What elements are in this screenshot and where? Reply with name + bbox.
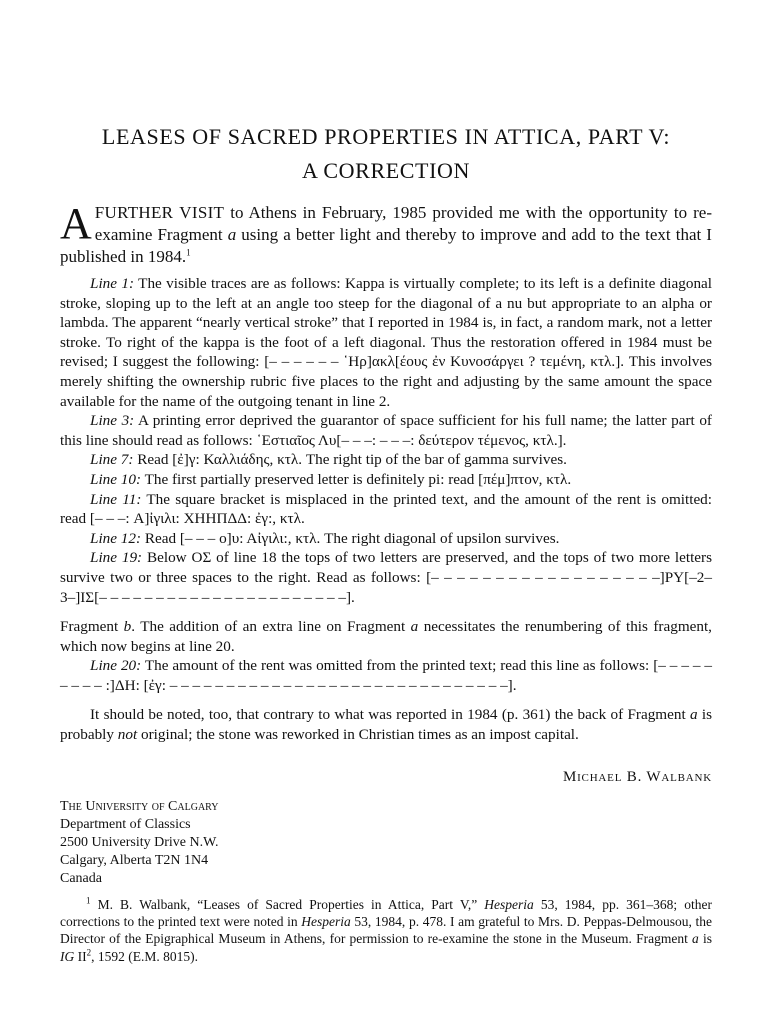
country: Canada — [60, 870, 102, 886]
text-span: original; the stone was reworked in Christian times as an impost capital. — [137, 726, 579, 744]
footnote-ref: 1 — [186, 247, 191, 258]
author-name: Michael B. Walbank — [562, 768, 712, 785]
text-span: Fragment — [60, 618, 124, 636]
intro-paragraph — [60, 199, 713, 268]
intro-text-b: using a better light and thereby to improve and add to the text that I published in 1984. — [60, 225, 712, 266]
city: Calgary, Alberta T2N 1N4 — [60, 852, 209, 868]
title-line-1: LEASES OF SACRED PROPERTIES IN ATTICA, PART V: — [101, 124, 671, 149]
note-label: Line 19: — [90, 549, 143, 567]
note-text: The visible traces are as follows: Kappa is virtually complete; to its left is a definite diagonal stroke, sloping up to the left at an angle too steep for the diagonal of a nu but appropriate to an alpha or lambda. The apparent “nearly vertical stroke” that I reported in 1984 is, in fact, a random mark, not a letter stroke. To right of the kappa is the foot of a left diagonal. Thus the restoration offered in 1984 must be revised; I suggest the following: [– – – – – – ῾Ηρ]ακλ[έους ἐν Κυνοσάργει ? τεμένη, κτλ.]. This involves merely shifting the ownership rubric five places to the right and adjusting by the same amount the space available for the name of the outgoing tenant in line 2. — [60, 275, 712, 410]
text-span: 53, 1984, p. 478. I am grateful to Mrs. D. Peppas-Delmousou, the Director of the Epigraphical Museum in Athens, for permission to re-examine the stone in the Museum. Fragment — [60, 914, 713, 947]
note-label: Line 12: — [90, 529, 142, 547]
text-span: 53, 1984, pp. 361–368; other corrections to the printed text were noted in — [60, 896, 712, 930]
text-span: M. B. Walbank, “Leases of Sacred Properties in Attica, Part V,” — [90, 896, 485, 912]
closing-paragraph — [60, 705, 712, 744]
text-span: necessitates the renumbering of this fragment, which now begins at line 20. — [60, 618, 712, 655]
article — [60, 120, 712, 965]
intro-caps: FURTHER VISIT — [94, 203, 225, 222]
text-span: It should be noted, too, that contrary to what was reported in 1984 (p. 361) the back of Fragment — [90, 706, 690, 724]
note-line-1 — [60, 274, 712, 411]
superscript: 2 — [86, 947, 92, 958]
note-line-12 — [60, 529, 712, 549]
footnote — [60, 896, 712, 966]
note-text: Below ΟΣ of line 18 the tops of two letters are preserved, and the tops of two more letters survive two or three spaces to the right. Read as follows: [– – – – – – – – – – – – – – – – – –]ΡΥ[–2–3–]ΙΣ[– – – – – – – – – – – – – – – – – – – – – –]. — [60, 549, 712, 606]
note-line-3 — [60, 411, 712, 450]
line-notes — [60, 274, 712, 745]
article-title — [60, 120, 712, 188]
text-span: , 1592 (E.M. 8015). — [91, 948, 198, 964]
fragment-b-paragraph — [60, 617, 712, 656]
drop-cap: A — [60, 199, 92, 248]
street: 2500 University Drive N.W. — [60, 834, 219, 850]
ig-abbrev: IG — [60, 948, 75, 964]
fragment-a-ref: a — [692, 931, 699, 947]
note-label: Line 1: — [90, 275, 135, 292]
note-text: Read [ἐ]γ: Καλλιάδης, κτλ. The right tip of the bar of gamma survives. — [133, 451, 567, 469]
note-line-7 — [60, 450, 712, 470]
text-span: II — [74, 948, 87, 964]
fragment-a-ref: a — [410, 618, 419, 636]
footnote-number: 1 — [86, 895, 91, 906]
note-label: Line 11: — [90, 490, 142, 508]
journal-title: Hesperia — [484, 896, 534, 912]
fragment-a-ref: a — [689, 706, 698, 724]
text-span: is probably — [60, 706, 712, 744]
note-label: Line 7: — [90, 451, 134, 469]
note-text: The first partially preserved letter is definitely pi: read [πέμ]πτον, κτλ. — [141, 470, 572, 488]
note-label: Line 3: — [90, 412, 135, 430]
text-span: is — [698, 931, 712, 947]
note-text: Read [– – – ο]υ: Αἰγιλι:, κτλ. The right diagonal of upsilon survives. — [141, 529, 560, 547]
emphasis-not: not — [117, 726, 138, 744]
department: Department of Classics — [60, 816, 191, 832]
note-text: The square bracket is misplaced in the printed text, and the amount of the rent is omitted: read [– – –: Α]ἰγιλι: ΧΗΗΠΔΔ: ἐγ:, κτλ. — [60, 490, 712, 528]
intro-text-a: to Athens in February, 1985 provided me with the opportunity to re-examine Fragment — [94, 203, 713, 244]
journal-title: Hesperia — [301, 914, 351, 930]
note-label: Line 20: — [90, 657, 142, 675]
institution: The University of Calgary — [60, 798, 219, 814]
fragment-a-ref: a — [227, 225, 237, 244]
title-line-2: A CORRECTION — [302, 158, 470, 183]
note-text: The amount of the rent was omitted from the printed text; read this line as follows: [– – – – – – – – – :]ΔΗ: [ἐγ: – – – – – – – – – – – – – – – – – – – – – – – – – – – – – –]. — [60, 657, 712, 694]
fragment-b-ref: b — [123, 618, 132, 636]
note-label: Line 10: — [90, 470, 142, 488]
note-line-19 — [60, 548, 712, 607]
note-line-20 — [60, 656, 712, 695]
note-text: A printing error deprived the guarantor of space sufficient for his full name; the latter part of this line should read as follows: ῾Εστιαῖος Λυ[– – –: – – –: δεύτερον τέμενος, κτλ.]. — [60, 412, 712, 449]
text-span: . The addition of an extra line on Fragment — [131, 618, 411, 636]
author-signature — [60, 769, 712, 786]
author-address — [60, 798, 712, 888]
note-line-11 — [60, 490, 712, 529]
note-line-10 — [60, 470, 712, 490]
